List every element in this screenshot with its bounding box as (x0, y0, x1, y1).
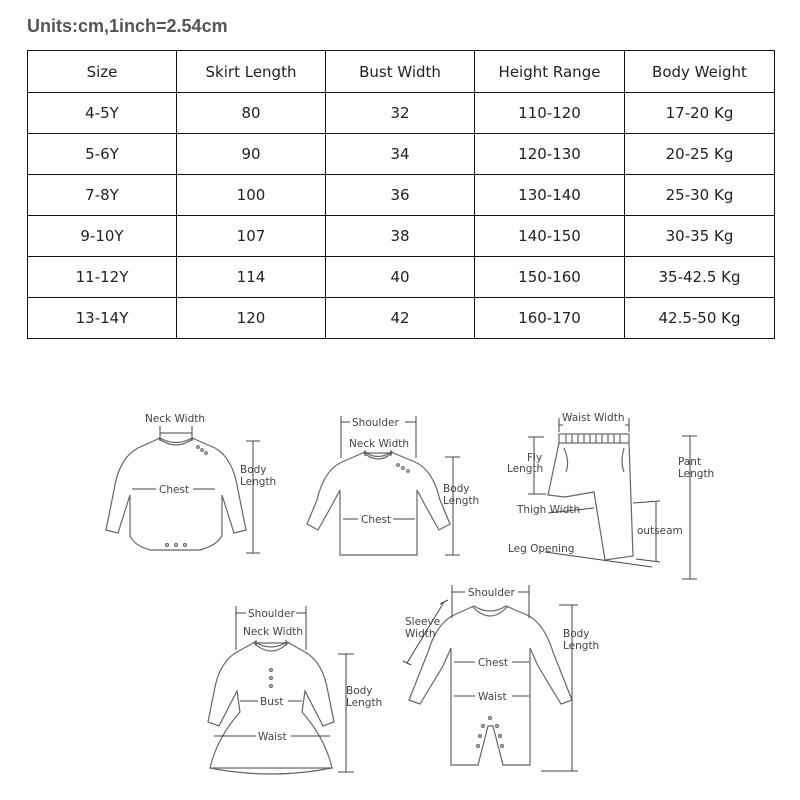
table-cell: 90 (177, 134, 326, 175)
shoulder-label: Shoulder (352, 417, 399, 429)
table-cell: 38 (326, 216, 475, 257)
table-row (28, 216, 775, 257)
table-row (28, 134, 775, 175)
pant-length-label: Length (678, 468, 715, 480)
leg-opening-label: Leg Opening (508, 543, 575, 555)
body-length-label: Length (346, 697, 383, 709)
table-cell: 120-130 (475, 134, 625, 175)
units-note: Units:cm,1inch=2.54cm (27, 16, 228, 36)
fly-length-label: Fly (527, 452, 543, 464)
waist-label: Waist (258, 731, 287, 743)
table-cell: 107 (177, 216, 326, 257)
body-length-label: Body (563, 628, 590, 640)
table-cell: 7-8Y (28, 175, 177, 216)
neck-width-label: Neck Width (349, 438, 410, 450)
sleeve-width-label: Sleeve (405, 616, 441, 628)
table-header-row (28, 51, 775, 93)
table-cell: 5-6Y (28, 134, 177, 175)
sleeve-width-label: Width (405, 628, 436, 640)
table-cell: 25-30 Kg (625, 175, 775, 216)
column-header: Skirt Length (177, 51, 326, 93)
shoulder-label: Shoulder (468, 587, 515, 599)
shoulder-label: Shoulder (248, 608, 295, 620)
table-cell: 100 (177, 175, 326, 216)
table-cell: 32 (326, 93, 475, 134)
body-length-label: Body (443, 483, 470, 495)
body-length-label: Body (240, 464, 267, 476)
table-cell: 120 (177, 298, 326, 339)
table-cell: 40 (326, 257, 475, 298)
table-row (28, 93, 775, 134)
bust-label: Bust (260, 696, 284, 708)
table-cell: 11-12Y (28, 257, 177, 298)
table-cell: 34 (326, 134, 475, 175)
chest-label: Chest (478, 657, 509, 669)
table-cell: 13-14Y (28, 298, 177, 339)
thigh-width-label: Thigh Width (517, 504, 581, 516)
chest-label: Chest (361, 514, 392, 526)
body-length-label: Length (563, 640, 600, 652)
table-row (28, 298, 775, 339)
column-header: Size (28, 51, 177, 93)
table-cell: 42.5-50 Kg (625, 298, 775, 339)
table-cell: 36 (326, 175, 475, 216)
chest-label: Chest (159, 484, 190, 496)
table-cell: 110-120 (475, 93, 625, 134)
dress-diagram (208, 606, 382, 774)
table-cell: 80 (177, 93, 326, 134)
body-length-label: Length (443, 495, 480, 507)
body-length-label: Body (346, 685, 373, 697)
table-cell: 140-150 (475, 216, 625, 257)
measurement-diagrams (0, 395, 800, 800)
fly-length-label: Length (507, 463, 544, 475)
romper-diagram (403, 585, 599, 771)
table-cell: 17-20 Kg (625, 93, 775, 134)
table-cell: 20-25 Kg (625, 134, 775, 175)
neck-width-label: Neck Width (243, 626, 304, 638)
bodysuit-diagram (106, 413, 276, 553)
neck-width-label: Neck Width (145, 413, 206, 425)
waist-width-label: Waist Width (562, 412, 625, 424)
top-diagram (307, 416, 479, 555)
table-cell: 42 (326, 298, 475, 339)
table-cell: 160-170 (475, 298, 625, 339)
table-cell: 130-140 (475, 175, 625, 216)
outseam-label: outseam (637, 525, 683, 537)
size-table (27, 50, 775, 339)
column-header: Body Weight (625, 51, 775, 93)
column-header: Height Range (475, 51, 625, 93)
table-row (28, 257, 775, 298)
waist-label: Waist (478, 691, 507, 703)
table-cell: 114 (177, 257, 326, 298)
table-cell: 4-5Y (28, 93, 177, 134)
table-cell: 30-35 Kg (625, 216, 775, 257)
table-row (28, 175, 775, 216)
pants-diagram (507, 412, 714, 579)
column-header: Bust Width (326, 51, 475, 93)
table-cell: 150-160 (475, 257, 625, 298)
body-length-label: Length (240, 476, 277, 488)
table-cell: 9-10Y (28, 216, 177, 257)
pant-length-label: Pant (678, 456, 702, 468)
table-cell: 35-42.5 Kg (625, 257, 775, 298)
